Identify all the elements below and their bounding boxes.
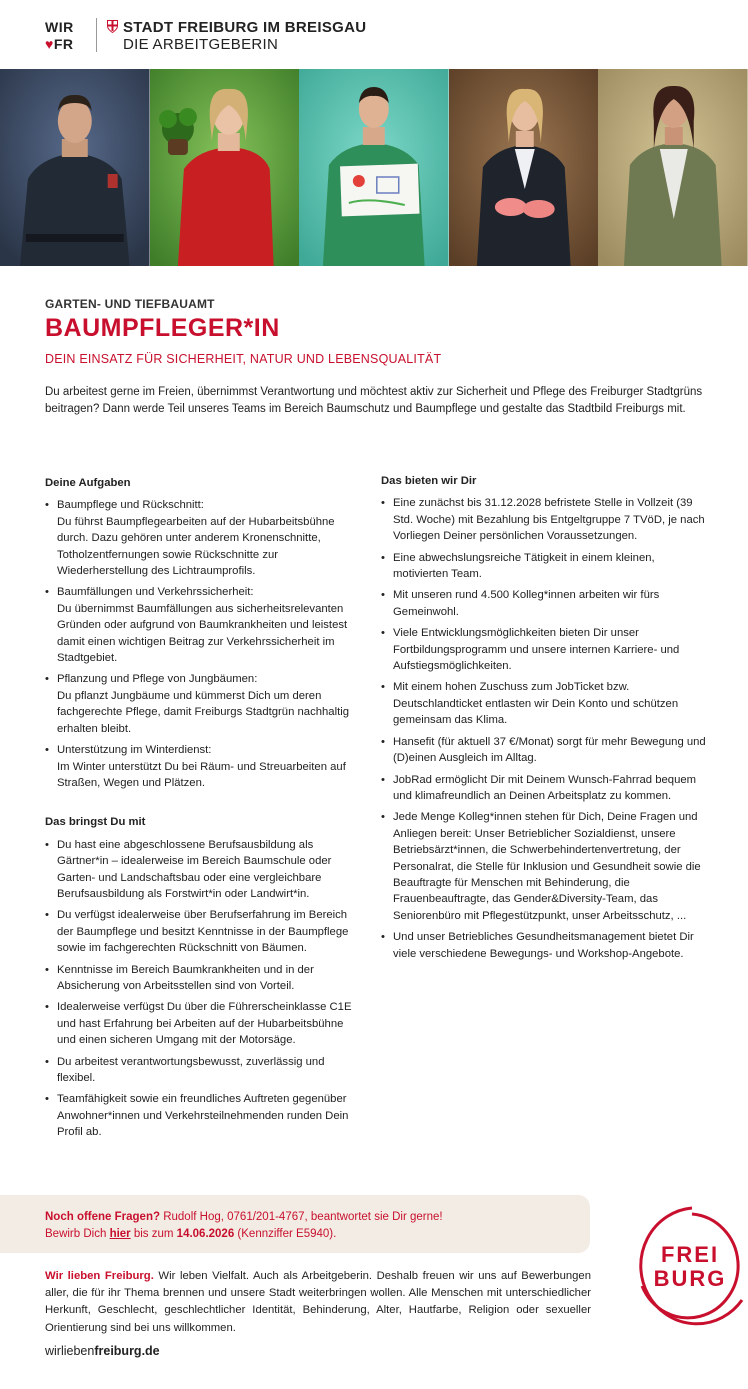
left-column [45,475,360,1146]
list-item: • Eine zunächst bis 31.12.2028 befristete Stelle in Vollzeit (39 Std. Woche) mit Bezahlung bis Entgeltgruppe 7 TVöD, je nach Vorliegen Deiner persönlichen Voraussetzungen. [381,495,706,544]
contact-box [0,1195,590,1253]
list-item [45,671,360,737]
photo-banner [0,69,748,266]
photo-woman-with-shoes [449,69,599,266]
apply-mid: bis zum [130,1228,177,1240]
list-item: • Du hast eine abgeschlossene Berufsausbildung als Gärtner*in – idealerweise im Bereich Baumschule oder Garten- und Landschaftsbau oder eine vergleichbare Berufsausbildung als Forstwirt*in oder Landwirt*in. [45,837,360,903]
department-label: GARTEN- UND TIEFBAUAMT [45,297,215,311]
task-heading: • Baumfällungen und Verkehrssicherheit: [57,586,254,599]
logo-divider [96,18,97,52]
right-column [381,473,706,967]
photo-police-officer [0,69,150,266]
aufgaben-list [45,497,360,791]
diversity-statement [45,1268,591,1337]
website-link[interactable] [45,1344,160,1358]
list-item: • Du arbeitest verantwortungsbewusst, zuverlässig und flexibel. [45,1054,360,1087]
diversity-text: Wir leben Vielfalt. Auch als Arbeitgeberin. Deshalb freuen wir uns auf Bewerbungen aller, die für ihr Thema brennen und unsere Stadt weiterbringen wollen. Alle Menschen mit unterschiedlicher Herkunft, Geschlecht, geschlechtlicher Identität, Behinderung, Alter, Hautfarbe, Religion oder sexueller Orientierung sind bei uns willkommen. [45,1270,592,1334]
requirements-list [45,837,360,1141]
city-tagline: DIE ARBEITGEBERIN [123,36,279,53]
list-item: • Du verfügst idealerweise über Berufserfahrung im Bereich der Baumpflege und besitzt Kenntnisse in der Baumpflege sowie im fachgerechten Rückschnitt von Bäumen. [45,907,360,956]
list-item: • Eine abwechslungsreiche Tätigkeit in einem kleinen, motivierten Team. [381,550,706,583]
list-item: • Jede Menge Kolleg*innen stehen für Dich, Deine Fragen und Anliegen bereit: Unser Betrieblicher Sozialdienst, unsere Betriebsärzt*innen, die Schwerbehindertenvertretung, der Personalrat, die Stelle für Inklusion und Gesundheit sowie die Beauftragte für Menschen mit Behinderung, die Frauenbeauftragte, das Gender&Diversity-Team, das Seniorenbüro mit Pflegestützpunkt, unser Arbeitsschutz, ... [381,809,706,924]
photo-woman-with-plant [150,69,300,266]
list-item: • Mit unseren rund 4.500 Kolleg*innen arbeiten wir fürs Gemeinwohl. [381,587,706,620]
apply-line [45,1226,590,1243]
benefits-list [381,495,706,962]
apply-link[interactable]: hier [109,1228,131,1240]
wir-fr-logo[interactable] [45,19,74,53]
contact-person-info: Rudolf Hog, 0761/201-4767, beantwortet sie Dir gerne! [160,1211,443,1223]
apply-reference: (Kennziffer E5940). [234,1228,337,1240]
list-item: • Mit einem hohen Zuschuss zum JobTicket bzw. Deutschlandticket entlasten wir Dein Konto und schützen gemeinsam das Klima. [381,679,706,728]
city-brand [107,19,366,53]
intro-paragraph: Du arbeitest gerne im Freien, übernimmst Verantwortung und möchtest aktiv zur Sicherheit und Pflege des Freiburger Stadtgrüns beitragen? Dann werde Teil unseres Teams im Bereich Baumschutz und Baumpflege und gestalte das Stadtbild Freiburgs mit. [45,386,703,415]
apply-deadline: 14.06.2026 [176,1228,235,1240]
task-description: Du übernimmst Baumfällungen aus sicherheitsrelevanten Gründen oder aufgrund von Baumkrankheiten und leistest damit einen wichtigen Beitrag zur Verkehrssicherheit im Stadtgebiet. [57,602,348,665]
task-description: Im Winter unterstützt Du bei Räum- und Streuarbeiten auf Straßen, Wegen und Plätzen. [57,760,346,789]
task-description: Du führst Baumpflegearbeiten auf der Hubarbeitsbühne durch. Dazu gehören unter anderem Kronenschnitte, Totholzentfernungen sowie Rückschnitte zur Wiederherstellung des Lichtraumprofils. [57,515,335,578]
website-part-2: freiburg.de [94,1344,160,1358]
contact-question-lead: Noch offene Fragen? [45,1211,161,1223]
section-title-bringst: Das bringst Du mit [45,816,146,829]
city-crest-icon [107,20,118,33]
section-title-aufgaben: Deine Aufgaben [45,477,131,489]
list-item: • Teamfähigkeit sowie ein freundliches Auftreten gegenüber Anwohner*innen und Verkehrsteilnehmenden runden Dein Profil ab. [45,1091,360,1140]
task-heading: • Baumpflege und Rückschnitt: [57,499,204,512]
list-item: • Kenntnisse im Bereich Baumkrankheiten und in der Absicherung von Arbeitsstellen sind von Vorteil. [45,962,360,995]
freiburg-logo [632,1200,748,1340]
list-item: • JobRad ermöglicht Dir mit Deinem Wunsch-Fahrrad bequem und klimafreundlich an Deinen Arbeitsplatz zu kommen. [381,772,706,805]
list-item: • Viele Entwicklungsmöglichkeiten bieten Dir unser Fortbildungsprogramm und unsere internen Karriere- und Aufstiegsmöglichkeiten. [381,625,706,674]
diversity-lead: Wir lieben Freiburg. [45,1270,154,1282]
page-header [0,0,748,68]
freiburg-logo-line1: FREI [660,1242,720,1267]
photo-woman-in-jacket [598,69,748,266]
logo-wir-text: WIR [45,19,74,35]
heart-icon: ♥ [45,36,54,52]
list-item [45,584,360,666]
job-subtitle: DEIN EINSATZ FÜR SICHERHEIT, NATUR UND LEBENSQUALITÄT [45,352,442,366]
logo-fr-text: FR [53,36,74,52]
contact-question [45,1209,590,1226]
job-title: BAUMPFLEGER*IN [45,314,280,342]
website-part-1: wirlieben [45,1344,95,1358]
list-item: • Und unser Betriebliches Gesundheitsmanagement bietet Dir viele verschiedene Bewegungs- und Workshop-Angebote. [381,929,706,962]
task-heading: • Unterstützung im Winterdienst: [57,744,212,757]
task-heading: • Pflanzung und Pflege von Jungbäumen: [57,673,258,686]
list-item: • Hansefit (für aktuell 37 €/Monat) sorgt für mehr Bewegung und (D)einen Ausgleich im Alltag. [381,734,706,767]
city-name: STADT FREIBURG IM BREISGAU [123,19,367,36]
freiburg-logo-line2: BURG [653,1266,727,1291]
list-item [45,497,360,579]
photo-man-with-drawing [299,69,449,266]
list-item [45,742,360,791]
section-title-bieten: Das bieten wir Dir [381,475,477,487]
task-description: Du pflanzt Jungbäume und kümmerst Dich um deren fachgerechte Pflege, damit Freiburgs Stadtgrün nachhaltig erhalten bleibt. [57,689,350,735]
apply-prefix: Bewirb Dich [45,1228,110,1240]
list-item: • Idealerweise verfügst Du über die Führerscheinklasse C1E und hast Erfahrung bei Arbeiten auf der Hubarbeitsbühne und einen sicheren Umgang mit der Motorsäge. [45,999,360,1048]
